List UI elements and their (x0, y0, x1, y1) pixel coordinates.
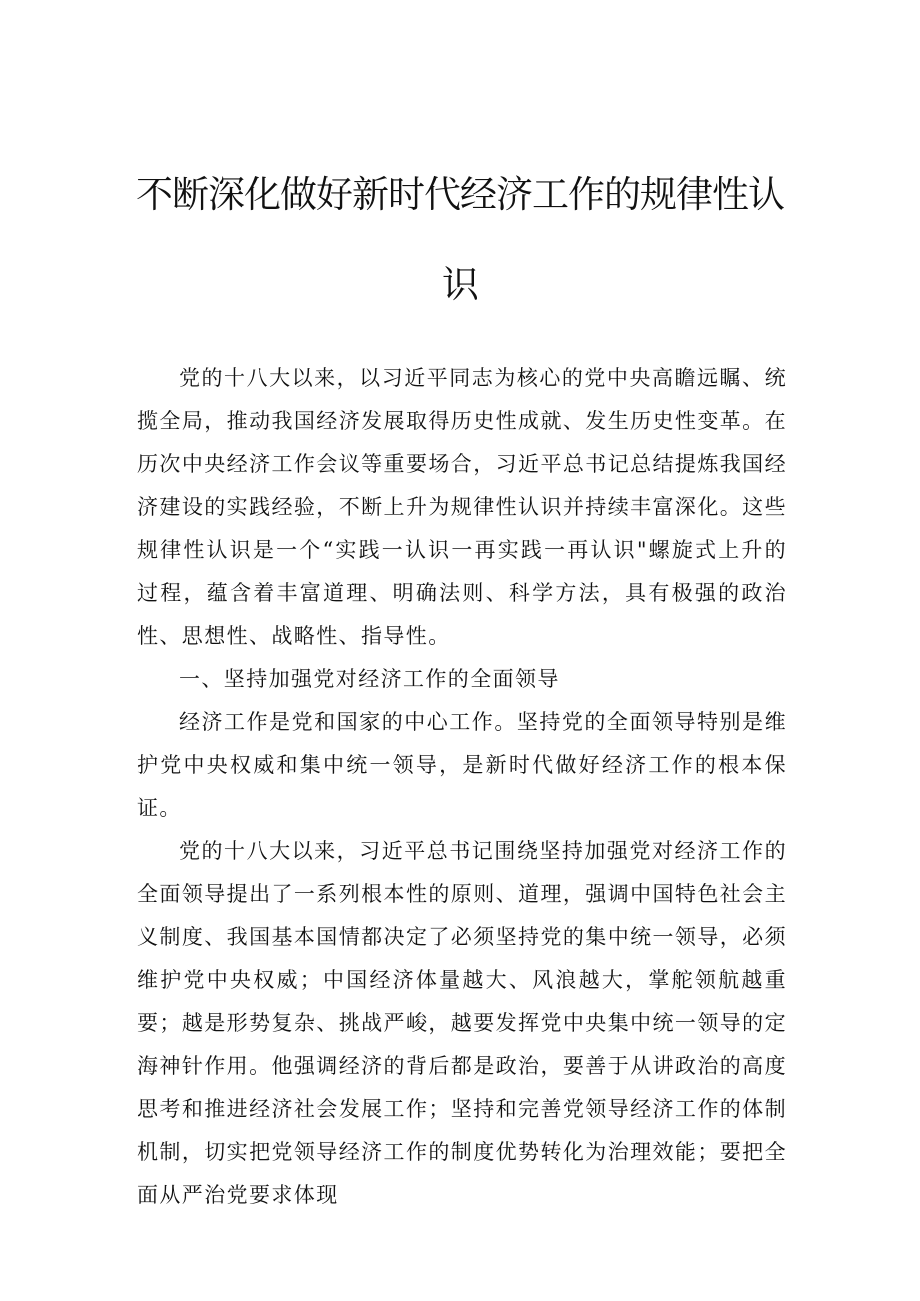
intro-paragraph: 党的十八大以来，以习近平同志为核心的党中央高瞻远瞩、统揽全局，推动我国经济发展取得历史性成就、发生历史性变革。在历次中央经济工作会议等重要场合，习近平总书记总结提炼我国经济建设的实践经验，不断上升为规律性认识并持续丰富深化。这些规律性认识是一个“实践一认识一再实践一再认识"螺旋式上升的过程，蕴含着丰富道理、明确法则、科学方法，具有极强的政治性、思想性、战略性、指导性。 (137, 366, 787, 648)
document-body (137, 357, 787, 1217)
document-title: 不断深化做好新时代经济工作的规律性认识 (136, 173, 784, 306)
section-heading: 一、坚持加强党对经济工作的全面领导 (179, 667, 560, 691)
section-paragraph-2: 党的十八大以来，习近平总书记围绕坚持加强党对经济工作的全面领导提出了一系列根本性的原则、道理，强调中国特色社会主义制度、我国基本国情都决定了必须坚持党的集中统一领导，必须维护党中央权威；中国经济体量越大、风浪越大，掌舵领航越重要；越是形势复杂、挑战严峻，越要发挥党中央集中统一领导的定海神针作用。他强调经济的背后都是政治，要善于从讲政治的高度思考和推进经济社会发展工作；坚持和完善党领导经济工作的体制机制，切实把党领导经济工作的制度优势转化为治理效能；要把全面从严治党要求体现 (137, 839, 787, 1207)
section-paragraph-1: 经济工作是党和国家的中心工作。坚持党的全面领导特别是维护党中央权威和集中统一领导，是新时代做好经济工作的根本保证。 (137, 710, 787, 820)
